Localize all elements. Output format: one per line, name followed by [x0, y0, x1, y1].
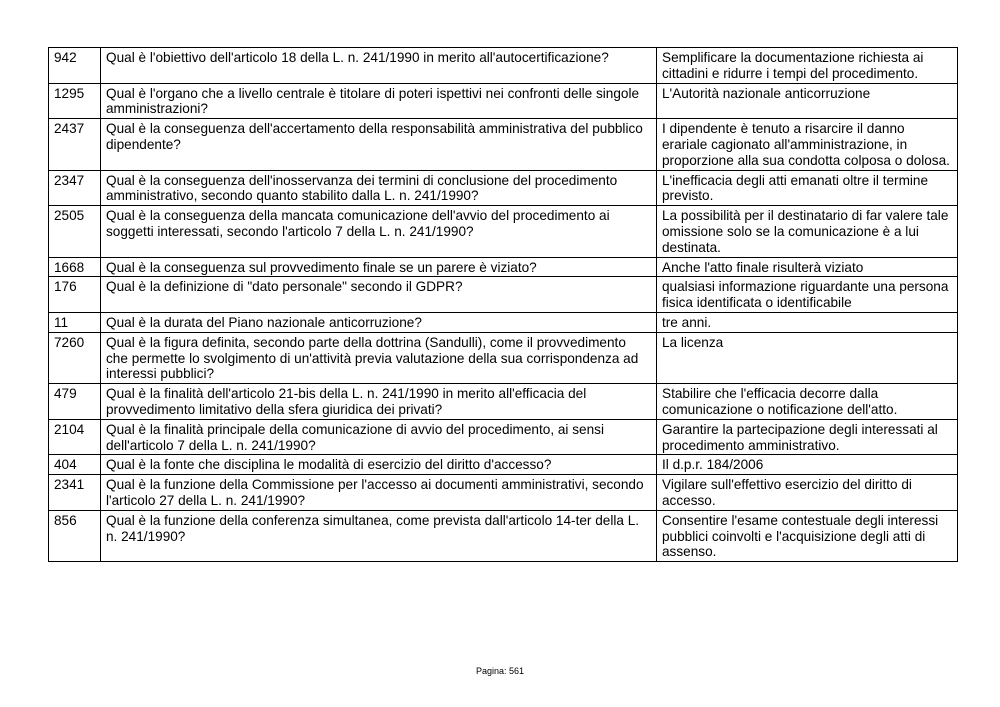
qa-table: [48, 47, 958, 562]
answer-cell: qualsiasi informazione riguardante una persona fisica identificata o identificabile: [657, 277, 958, 313]
answer-cell: La licenza: [657, 332, 958, 383]
question-id-cell: 479: [49, 384, 101, 420]
question-id-cell: 7260: [49, 332, 101, 383]
question-id-cell: 2505: [49, 206, 101, 257]
table-row: [49, 510, 958, 561]
table-row: [49, 455, 958, 475]
question-cell: Qual è la conseguenza dell'accertamento della responsabilità amministrativa del pubblico dipendente?: [101, 119, 657, 170]
table-row: [49, 332, 958, 383]
question-cell: Qual è l'organo che a livello centrale è titolare di poteri ispettivi nei confronti delle singole amministrazioni?: [101, 83, 657, 119]
question-cell: Qual è la conseguenza della mancata comunicazione dell'avvio del procedimento ai soggetti interessati, secondo l'articolo 7 della L. n. 241/1990?: [101, 206, 657, 257]
answer-cell: Semplificare la documentazione richiesta ai cittadini e ridurre i tempi del procedimento.: [657, 48, 958, 84]
question-cell: Qual è la conseguenza sul provvedimento finale se un parere è viziato?: [101, 257, 657, 277]
question-id-cell: 404: [49, 455, 101, 475]
answer-cell: L'Autorità nazionale anticorruzione: [657, 83, 958, 119]
question-cell: Qual è la durata del Piano nazionale anticorruzione?: [101, 312, 657, 332]
table-row: [49, 384, 958, 420]
table-row: [49, 277, 958, 313]
answer-cell: La possibilità per il destinatario di far valere tale omissione solo se la comunicazione è a lui destinata.: [657, 206, 958, 257]
question-id-cell: 2347: [49, 170, 101, 206]
table-row: [49, 312, 958, 332]
question-id-cell: 2437: [49, 119, 101, 170]
question-cell: Qual è l'obiettivo dell'articolo 18 della L. n. 241/1990 in merito all'autocertificazione?: [101, 48, 657, 84]
question-id-cell: 1668: [49, 257, 101, 277]
question-id-cell: 11: [49, 312, 101, 332]
qa-table-body: [49, 48, 958, 562]
answer-cell: Il d.p.r. 184/2006: [657, 455, 958, 475]
table-row: [49, 206, 958, 257]
question-cell: Qual è la fonte che disciplina le modalità di esercizio del diritto d'accesso?: [101, 455, 657, 475]
question-id-cell: 942: [49, 48, 101, 84]
question-id-cell: 2341: [49, 475, 101, 511]
question-cell: Qual è la conseguenza dell'inosservanza dei termini di conclusione del procedimento amministrativo, secondo quanto stabilito dalla L. n. 241/1990?: [101, 170, 657, 206]
table-row: [49, 48, 958, 84]
table-row: [49, 475, 958, 511]
question-cell: Qual è la finalità dell'articolo 21-bis della L. n. 241/1990 in merito all'efficacia del provvedimento limitativo della sfera giuridica dei privati?: [101, 384, 657, 420]
answer-cell: L'inefficacia degli atti emanati oltre il termine previsto.: [657, 170, 958, 206]
table-row: [49, 257, 958, 277]
table-row: [49, 119, 958, 170]
table-row: [49, 83, 958, 119]
question-id-cell: 2104: [49, 419, 101, 455]
question-cell: Qual è la funzione della conferenza simultanea, come prevista dall'articolo 14-ter della L. n. 241/1990?: [101, 510, 657, 561]
question-cell: Qual è la definizione di "dato personale" secondo il GDPR?: [101, 277, 657, 313]
answer-cell: Vigilare sull'effettivo esercizio del diritto di accesso.: [657, 475, 958, 511]
question-cell: Qual è la finalità principale della comunicazione di avvio del procedimento, ai sensi dell'articolo 7 della L. n. 241/1990?: [101, 419, 657, 455]
answer-cell: Garantire la partecipazione degli interessati al procedimento amministrativo.: [657, 419, 958, 455]
answer-cell: Consentire l'esame contestuale degli interessi pubblici coinvolti e l'acquisizione degli atti di assenso.: [657, 510, 958, 561]
answer-cell: Stabilire che l'efficacia decorre dalla comunicazione o notificazione dell'atto.: [657, 384, 958, 420]
question-cell: Qual è la funzione della Commissione per l'accesso ai documenti amministrativi, secondo l'articolo 27 della L. n. 241/1990?: [101, 475, 657, 511]
page-footer: Pagina: 561: [475, 666, 525, 676]
table-row: [49, 419, 958, 455]
answer-cell: Anche l'atto finale risulterà viziato: [657, 257, 958, 277]
answer-cell: tre anni.: [657, 312, 958, 332]
question-id-cell: 1295: [49, 83, 101, 119]
question-cell: Qual è la figura definita, secondo parte della dottrina (Sandulli), come il provvedimento che permette lo svolgimento di un'attività previa valutazione della sua corrispondenza ad interessi pubblici?: [101, 332, 657, 383]
table-row: [49, 170, 958, 206]
answer-cell: I dipendente è tenuto a risarcire il danno erariale cagionato all'amministrazione, in proporzione alla sua condotta colposa o dolosa.: [657, 119, 958, 170]
question-id-cell: 856: [49, 510, 101, 561]
question-id-cell: 176: [49, 277, 101, 313]
